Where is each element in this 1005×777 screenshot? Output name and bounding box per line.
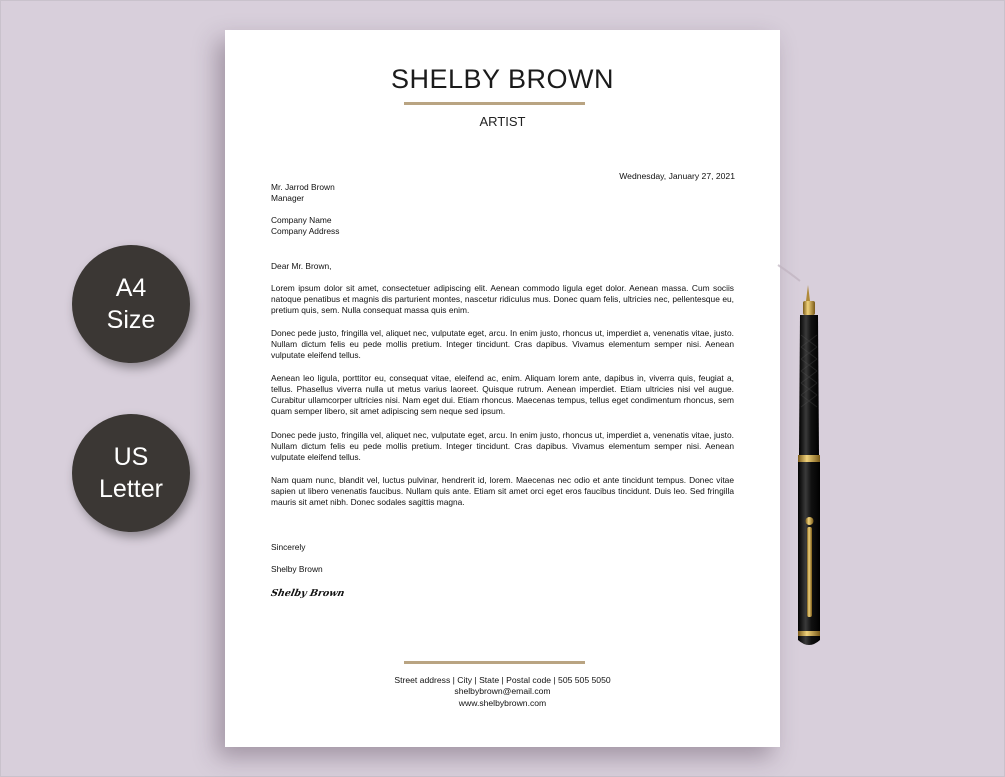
body-paragraph-3: Aenean leo ligula, porttitor eu, consequat vitae, eleifend ac, enim. Aliquam lorem ante, dapibus in, viverra quis, feugiat a, tellus. Phasellus viverra nulla ut metus varius laoreet. Quisque rutrum. Aenean imperdiet. Etiam ultricies nisi vel augue. Curabitur ullamcorper ultricies nisi. Nam eget dui. Etiam rhoncus. Maecenas tempus, tellus eget condimentum rhoncus, sem quam semper libero, sit amet adipiscing sem neque sed ipsum.	[271, 373, 734, 416]
us-letter-badge	[72, 414, 190, 532]
letter-page	[225, 30, 780, 747]
a4-size-badge	[72, 245, 190, 363]
handwritten-signature: Shelby Brown	[269, 588, 346, 599]
us-badge-line1: US	[113, 443, 149, 471]
footer-website: www.shelbybrown.com	[458, 698, 547, 708]
sender-name-heading: SHELBY BROWN	[390, 64, 615, 94]
body-paragraph-4: Donec pede justo, fringilla vel, aliquet nec, vulputate eget, arcu. In enim justo, rhoncus ut, imperdiet a, venenatis vitae, justo. Nullam dictum felis eu pede mollis pretium. Integer tincidunt. Cras dapibus. Vivamus elementum semper nisi. Aenean vulputate eleifend tellus.	[271, 430, 734, 462]
recipient-block	[271, 182, 335, 204]
footer-email: shelbybrown@email.com	[454, 686, 551, 696]
sender-role: ARTIST	[479, 114, 526, 129]
body-paragraph-2: Donec pede justo, fringilla vel, aliquet nec, vulputate eget, arcu. In enim justo, rhoncus ut, imperdiet a, venenatis vitae, justo. Nullam dictum felis eu pede mollis pretium. Integer tincidunt. Cras dapibus. Vivamus elementum semper nisi. Aenean vulputate eleifend tellus.	[271, 328, 734, 360]
body-paragraph-1: Lorem ipsum dolor sit amet, consectetuer adipiscing elit. Aenean commodo ligula eget dolor. Aenean massa. Cum sociis natoque penatibus et magnis dis parturient montes, nascetur ridiculus mus. Donec quam felis, ultricies nec, pellentesque eu, pretium quis, sem. Nulla consequat massa quis enim.	[271, 283, 734, 315]
header-accent-rule	[404, 102, 585, 105]
letter-date: Wednesday, January 27, 2021	[619, 171, 735, 181]
body-paragraph-5: Nam quam nunc, blandit vel, luctus pulvinar, hendrerit id, lorem. Maecenas nec odio et ante tincidunt tempus. Donec vitae sapien ut libero venenatis faucibus. Nullam quis ante. Etiam sit amet orci eget eros faucibus tincidunt. Duis leo. Sed fringilla mauris sit amet nibh. Donec sodales sagittis magna.	[271, 475, 734, 507]
company-name: Company Name	[271, 215, 332, 225]
closing: Sincerely	[271, 542, 306, 552]
company-block	[271, 215, 339, 237]
a4-badge-line2: Size	[106, 306, 156, 334]
pen-illustration	[770, 255, 850, 665]
a4-badge-line1: A4	[115, 274, 147, 302]
footer-address: Street address | City | State | Postal code | 505 505 5050	[394, 675, 611, 685]
footer-accent-rule	[404, 661, 585, 664]
company-address: Company Address	[271, 226, 340, 236]
us-badge-line2: Letter	[99, 475, 163, 503]
recipient-name: Mr. Jarrod Brown	[271, 182, 335, 192]
recipient-title: Manager	[271, 193, 305, 203]
salutation: Dear Mr. Brown,	[271, 261, 332, 271]
signer-name: Shelby Brown	[271, 564, 323, 574]
